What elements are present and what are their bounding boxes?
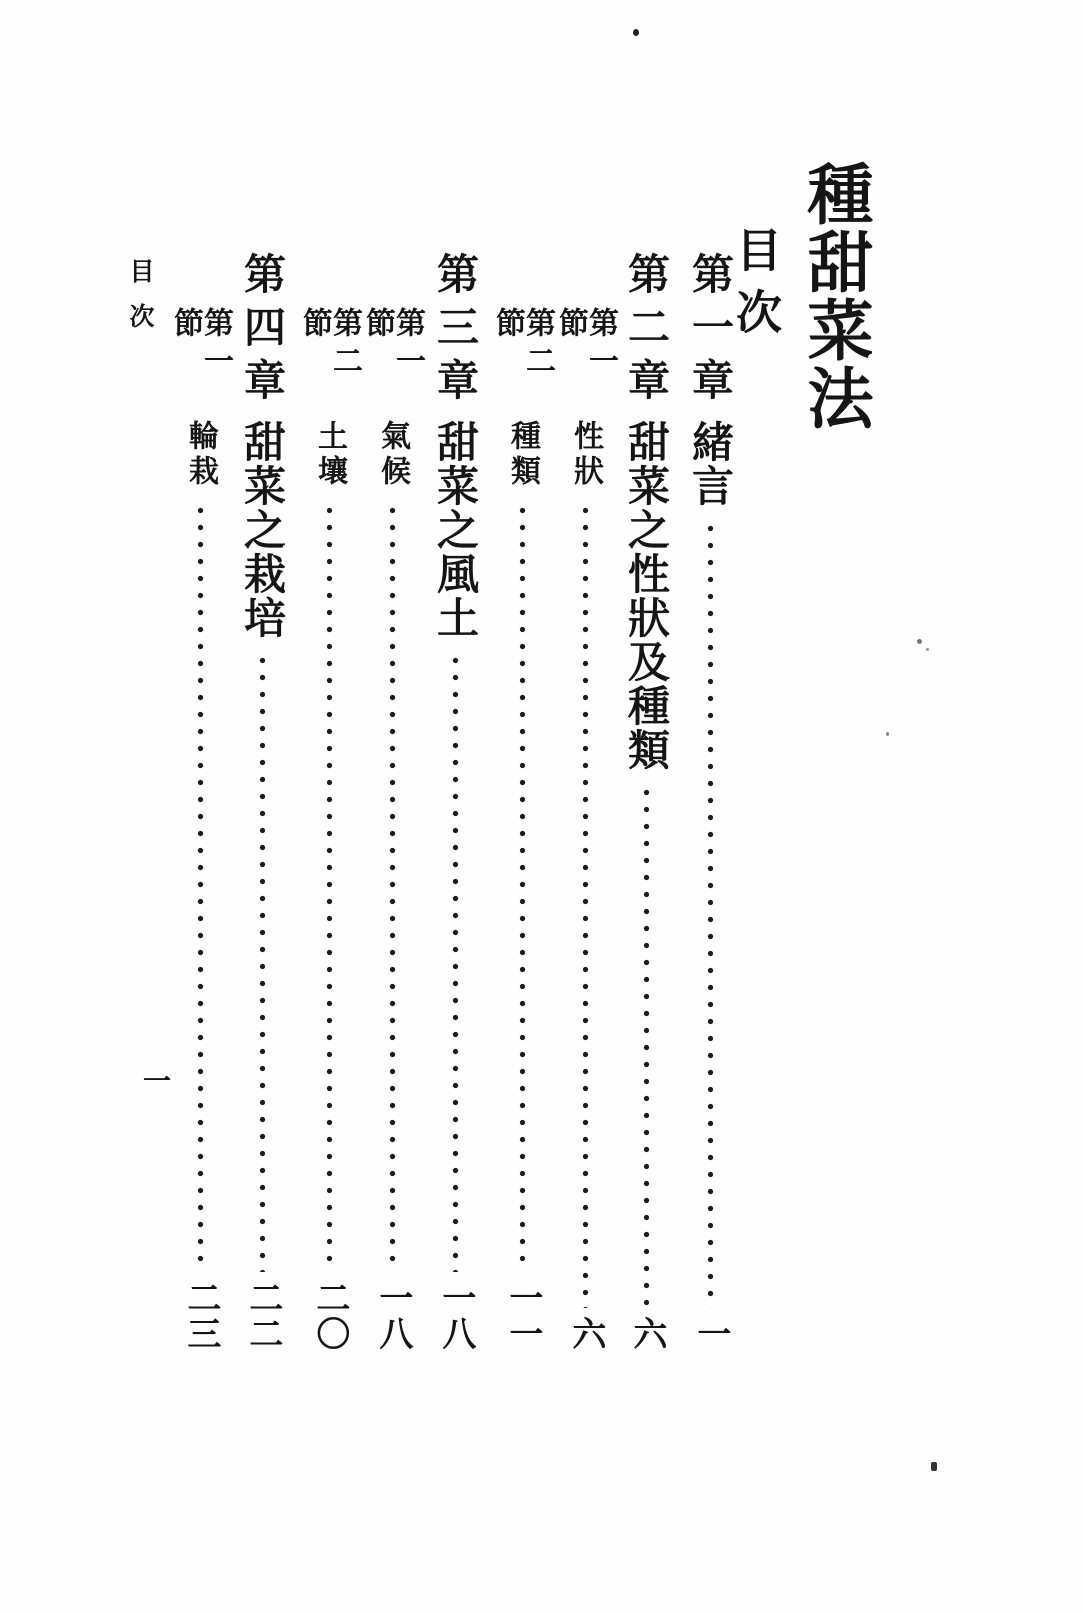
toc-entry-title: 土壤 (312, 420, 347, 490)
toc-entry-title: 種類 (505, 420, 540, 490)
scan-artifact (917, 639, 922, 644)
toc-entry-label: 第四章 (238, 252, 287, 411)
dotted-leader (197, 502, 204, 1272)
toc-entry (427, 252, 483, 1352)
dotted-leader (452, 652, 459, 1272)
dotted-leader (582, 502, 589, 1308)
toc-entry-label-zone (553, 307, 618, 420)
toc-entry-page-number: 二二 (242, 1280, 283, 1352)
toc-entry-page-number: 二三 (180, 1280, 221, 1352)
toc-entry (682, 252, 738, 1352)
toc-entry (553, 307, 618, 1352)
toc-entry-label: 第二節 (490, 307, 555, 383)
toc-entry (618, 252, 674, 1352)
dotted-leader (707, 520, 714, 1308)
margin-folio-number: 一 (139, 1066, 172, 1094)
toc-entry (234, 252, 290, 1352)
toc-entry-label-zone (360, 307, 425, 420)
toc-entry-title: 甜菜之栽培 (238, 420, 287, 640)
toc-entry-label: 第一節 (360, 307, 425, 383)
toc-entry-label: 第一章 (686, 252, 735, 411)
scan-artifact (926, 648, 929, 651)
dotted-leader (643, 784, 650, 1308)
toc-entry-label-zone (431, 252, 480, 420)
toc-entry-page-number: 六 (565, 1316, 606, 1352)
toc-entry-label-zone (622, 252, 671, 420)
toc-entry-title: 甜菜之性狀及種類 (622, 420, 671, 772)
dotted-leader (389, 502, 396, 1272)
toc-heading: 目次 (729, 226, 783, 350)
dotted-leader (259, 652, 266, 1272)
toc-entry-label-zone (686, 252, 735, 420)
toc-entry-label-zone (168, 307, 233, 420)
toc-entry-title: 甜菜之風土 (431, 420, 480, 640)
toc-entry-label: 第一節 (168, 307, 233, 383)
toc-entry-title: 氣候 (375, 420, 410, 490)
toc-entry-page-number: 二〇 (309, 1280, 350, 1352)
scan-artifact (931, 1462, 937, 1471)
toc-entry-page-number: 六 (626, 1316, 667, 1352)
toc-entry (490, 307, 555, 1352)
toc-entry (297, 307, 362, 1352)
toc-entry-label: 第一節 (553, 307, 618, 383)
toc-entry-label-zone (238, 252, 287, 420)
toc-entry-page-number: 一一 (502, 1280, 543, 1352)
toc-entry-label: 第二節 (297, 307, 362, 383)
toc-entry-label-zone (490, 307, 555, 420)
toc-entry-label-zone (297, 307, 362, 420)
toc-entry-title: 性狀 (568, 420, 603, 490)
toc-entry-title: 緒言 (686, 420, 735, 508)
toc-entry-page-number: 一八 (435, 1280, 476, 1352)
toc-entry-page-number: 一八 (372, 1280, 413, 1352)
toc-entry-label: 第二章 (622, 252, 671, 411)
margin-running-header: 目次 (126, 258, 155, 348)
dotted-leader (326, 502, 333, 1272)
toc-entry-page-number: 一 (690, 1316, 731, 1352)
dotted-leader (519, 502, 526, 1272)
book-title: 種甜菜法 (796, 160, 874, 432)
toc-entry (168, 307, 233, 1352)
scan-artifact (633, 29, 639, 36)
scan-artifact (886, 732, 889, 736)
toc-entry-title: 輪栽 (183, 420, 218, 490)
toc-entry-label: 第三章 (431, 252, 480, 411)
toc-entry (360, 307, 425, 1352)
